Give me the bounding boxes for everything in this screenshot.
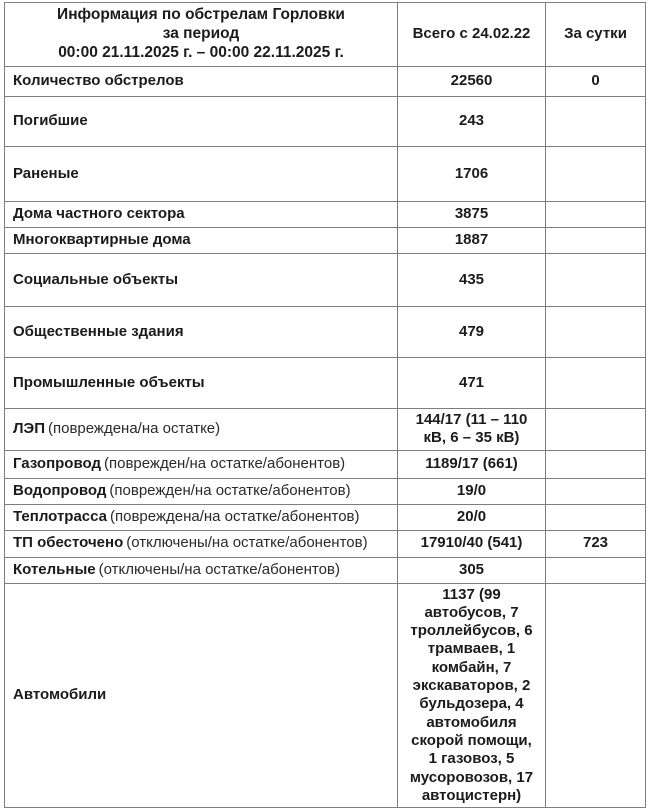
row-label: Котельные: [13, 560, 96, 578]
row-label-cell: [5, 557, 398, 583]
row-total-cell: 305: [398, 557, 546, 583]
row-label-cell: [5, 147, 398, 202]
row-daily-cell: [546, 358, 646, 409]
table-row-gas-pipeline: [5, 450, 646, 478]
report-title-line3: 00:00 21.11.2025 г. – 00:00 22.11.2025 г.: [58, 43, 344, 61]
row-total-cell: 435: [398, 254, 546, 307]
column-header-daily: За сутки: [546, 3, 646, 67]
row-note: (отключены/на остатке/абонентов): [126, 534, 368, 552]
row-total-cell: 144/17 (11 – 110 кВ, 6 – 35 кВ): [398, 409, 546, 451]
row-total-cell: 17910/40 (541): [398, 530, 546, 557]
row-daily-cell: [546, 97, 646, 147]
row-label-cell: [5, 583, 398, 808]
row-note: (поврежден/на остатке/абонентов): [103, 454, 346, 472]
row-label: Многоквартирные дома: [13, 231, 191, 249]
row-total-cell: 1137 (99 автобусов, 7 троллейбусов, 6 трамваев, 1 комбайн, 7 экскаваторов, 2 бульдозера, 4 автомобиля скорой помощи, 1 газовоз, 5 мусоровозов, 17 автоцистерн): [398, 583, 546, 808]
column-header-total: Всего с 24.02.22: [398, 3, 546, 67]
row-label-cell: [5, 478, 398, 504]
row-label: Промышленные объекты: [13, 373, 205, 391]
table-row-public-buildings: [5, 307, 646, 358]
row-total-cell: 1706: [398, 147, 546, 202]
row-label: Общественные здания: [13, 322, 184, 340]
shelling-report-table: [4, 2, 646, 808]
row-daily-cell: [546, 228, 646, 254]
row-total-cell: 471: [398, 358, 546, 409]
row-daily-cell: [546, 504, 646, 530]
row-label: Раненые: [13, 164, 79, 182]
row-label: ТП обесточено: [13, 534, 124, 552]
row-daily-cell: 723: [546, 530, 646, 557]
row-label: Дома частного сектора: [13, 205, 185, 223]
row-daily-cell: [546, 202, 646, 228]
report-title-line1: Информация по обстрелам Горловки: [57, 6, 345, 24]
row-note: (повреждена/на остатке/абонентов): [110, 507, 360, 525]
row-daily-cell: [546, 478, 646, 504]
table-row-shellings: [5, 67, 646, 97]
row-label: ЛЭП: [13, 420, 45, 438]
row-label-cell: [5, 530, 398, 557]
row-total-cell: 479: [398, 307, 546, 358]
table-row-private-houses: [5, 202, 646, 228]
row-label: Социальные объекты: [13, 270, 179, 288]
row-daily-cell: 0: [546, 67, 646, 97]
row-daily-cell: [546, 583, 646, 808]
row-daily-cell: [546, 147, 646, 202]
table-row-social-objects: [5, 254, 646, 307]
row-note: (отключены/на остатке/абонентов): [98, 560, 340, 578]
row-daily-cell: [546, 557, 646, 583]
row-total-cell: 1189/17 (661): [398, 450, 546, 478]
row-total-cell: 3875: [398, 202, 546, 228]
row-label: Погибшие: [13, 112, 88, 130]
table-row-transformer-substations: [5, 530, 646, 557]
row-label: Водопровод: [13, 481, 107, 499]
row-label-cell: [5, 409, 398, 451]
row-note: (поврежден/на остатке/абонентов): [109, 481, 351, 499]
row-total-cell: 22560: [398, 67, 546, 97]
row-label-cell: [5, 307, 398, 358]
row-total-cell: 243: [398, 97, 546, 147]
row-daily-cell: [546, 409, 646, 451]
report-title-line2: за период: [162, 25, 240, 43]
row-daily-cell: [546, 450, 646, 478]
row-total-cell: 19/0: [398, 478, 546, 504]
row-label-cell: [5, 450, 398, 478]
table-row-power-lines: [5, 409, 646, 451]
row-label-cell: [5, 97, 398, 147]
table-row-wounded: [5, 147, 646, 202]
table-row-water-pipeline: [5, 478, 646, 504]
table-row-industrial-objects: [5, 358, 646, 409]
table-row-heating-main: [5, 504, 646, 530]
table-row-killed: [5, 97, 646, 147]
row-daily-cell: [546, 254, 646, 307]
row-note: (повреждена/на остатке): [47, 420, 221, 438]
row-label-cell: [5, 504, 398, 530]
row-total-cell: 20/0: [398, 504, 546, 530]
row-label-cell: [5, 67, 398, 97]
table-row-apartment-buildings: [5, 228, 646, 254]
row-label: Количество обстрелов: [13, 72, 184, 90]
row-label-cell: [5, 228, 398, 254]
table-row-vehicles: [5, 583, 646, 808]
header-title-cell: [5, 3, 398, 67]
row-label-cell: [5, 202, 398, 228]
row-label: Газопровод: [13, 454, 101, 472]
row-label: Автомобили: [13, 686, 107, 704]
row-total-cell: 1887: [398, 228, 546, 254]
row-label-cell: [5, 254, 398, 307]
header-row: [5, 3, 646, 67]
row-label: Теплотрасса: [13, 507, 107, 525]
row-label-cell: [5, 358, 398, 409]
table-row-boiler-houses: [5, 557, 646, 583]
row-daily-cell: [546, 307, 646, 358]
